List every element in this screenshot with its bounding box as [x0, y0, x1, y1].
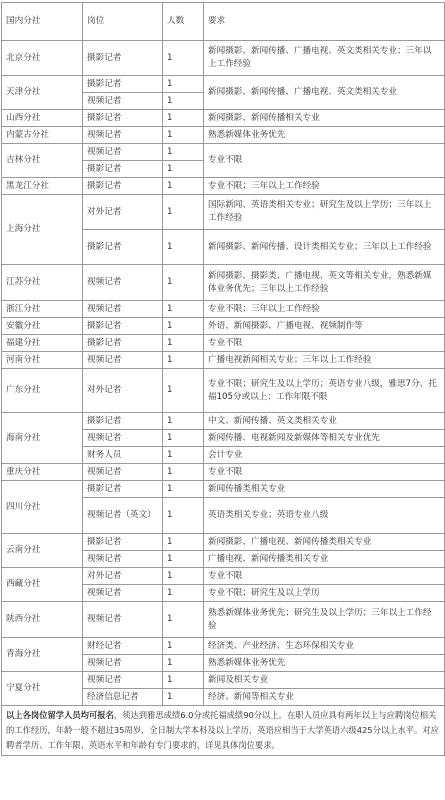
requirement-cell: 中文、新闻传播、英文类相关专业: [204, 413, 445, 430]
branch-cell: 四川分社: [2, 481, 83, 534]
table-row: [2, 672, 445, 689]
requirement-cell: 会计专业: [204, 447, 445, 464]
footnote-row: [2, 706, 445, 756]
position-cell: 摄影记者: [83, 318, 163, 335]
requirement-cell: 新闻及相关专业: [204, 672, 445, 689]
position-cell: 摄影记者: [83, 534, 163, 551]
table-row: [2, 413, 445, 430]
position-cell: 摄影记者: [83, 230, 163, 265]
count-cell: 1: [163, 602, 204, 638]
table-row: [2, 127, 445, 144]
table-row: [2, 638, 445, 655]
branch-cell: 内蒙古分社: [2, 127, 83, 144]
branch-cell: 北京分社: [2, 41, 83, 76]
branch-cell: 河南分社: [2, 352, 83, 369]
requirement-cell: 经济类、产业经济、生态环保相关专业: [204, 638, 445, 655]
position-cell: 视频记者: [83, 585, 163, 602]
table-row: [2, 369, 445, 413]
count-cell: 1: [163, 230, 204, 265]
table-row: [2, 318, 445, 335]
requirement-cell: 新闻摄影、新闻传播、设计类相关专业；三年以上工作经验: [204, 230, 445, 265]
position-cell: 视频记者: [83, 655, 163, 672]
header-requirements: 要求: [204, 3, 445, 41]
requirement-cell: 国际新闻、英语类相关专业；研究生及以上学历；三年以上工作经验: [204, 195, 445, 230]
count-cell: 1: [163, 301, 204, 318]
count-cell: 1: [163, 127, 204, 144]
position-cell: 摄影记者: [83, 413, 163, 430]
count-cell: 1: [163, 430, 204, 447]
table-row: [2, 41, 445, 76]
table-row: [2, 144, 445, 161]
count-cell: 1: [163, 369, 204, 413]
branch-cell: 海南分社: [2, 413, 83, 464]
requirement-cell: 新闻摄影、新闻传播、广播电视、英文类相关专业: [204, 76, 445, 110]
requirement-cell: 专业不限；研究生及以上学历: [204, 585, 445, 602]
position-cell: 视频记者: [83, 301, 163, 318]
position-cell: 视频记者: [83, 551, 163, 568]
branch-cell: 山西分社: [2, 110, 83, 127]
requirement-cell: 专业不限: [204, 144, 445, 178]
count-cell: 1: [163, 638, 204, 655]
branch-cell: 江苏分社: [2, 265, 83, 301]
count-cell: 1: [163, 110, 204, 127]
branch-cell: 青海分社: [2, 638, 83, 672]
position-cell: 摄影记者: [83, 41, 163, 76]
position-cell: 视频记者: [83, 672, 163, 689]
position-cell: 摄影记者: [83, 110, 163, 127]
requirement-cell: 熟悉新媒体业务优先: [204, 127, 445, 144]
count-cell: 1: [163, 551, 204, 568]
position-cell: 经济信息记者: [83, 689, 163, 706]
position-cell: 视频记者: [83, 464, 163, 481]
footnote-cell: [2, 706, 445, 756]
count-cell: 1: [163, 672, 204, 689]
requirement-cell: 广播电视新闻相关专业；三年以上工作经验: [204, 352, 445, 369]
count-cell: 1: [163, 93, 204, 110]
requirement-cell: 专业不限；三年以上工作经验: [204, 178, 445, 195]
requirement-cell: 新闻摄影、摄影类、广播电视、英文等相关专业，熟悉新媒体业务优先；三年以上工作经验: [204, 265, 445, 301]
position-cell: 视频记者: [83, 352, 163, 369]
position-cell: 视频记者: [83, 93, 163, 110]
header-row: [2, 3, 445, 41]
table-row: [2, 110, 445, 127]
count-cell: 1: [163, 352, 204, 369]
count-cell: 1: [163, 41, 204, 76]
table-row: [2, 195, 445, 230]
requirement-cell: 英语类相关专业；英语专业八级: [204, 498, 445, 534]
position-cell: 摄影记者: [83, 178, 163, 195]
table-row: [2, 76, 445, 93]
count-cell: 1: [163, 689, 204, 706]
requirement-cell: 新闻摄影、广播电视、新闻传播类相关专业: [204, 534, 445, 551]
position-cell: 对外记者: [83, 369, 163, 413]
table-row: [2, 335, 445, 352]
header-branch: 国内分社: [2, 3, 83, 41]
branch-cell: 广东分社: [2, 369, 83, 413]
requirement-cell: 专业不限；研究生及以上学历；英语专业八级，雅思7分、托福105分或以上；工作年限不限: [204, 369, 445, 413]
table-row: [2, 568, 445, 585]
branch-cell: 云南分社: [2, 534, 83, 568]
requirement-cell: 经济、新闻等相关专业: [204, 689, 445, 706]
count-cell: 1: [163, 447, 204, 464]
count-cell: 1: [163, 161, 204, 178]
position-cell: 对外记者: [83, 568, 163, 585]
count-cell: 1: [163, 534, 204, 551]
table-row: [2, 534, 445, 551]
branch-cell: 浙江分社: [2, 301, 83, 318]
requirement-cell: 专业不限: [204, 464, 445, 481]
position-cell: 摄影记者: [83, 76, 163, 93]
requirement-cell: 熟悉新媒体业务优先: [204, 655, 445, 672]
count-cell: 1: [163, 195, 204, 230]
header-count: 人数: [163, 3, 204, 41]
requirement-cell: 新闻摄影、新闻传播、广播电视、英文类相关专业；三年以上工作经验: [204, 41, 445, 76]
table-row: [2, 464, 445, 481]
position-cell: 财务人员: [83, 447, 163, 464]
count-cell: 1: [163, 178, 204, 195]
branch-cell: 西藏分社: [2, 568, 83, 602]
position-cell: 视频记者（英文）: [83, 498, 163, 534]
header-position: 岗位: [83, 3, 163, 41]
requirement-cell: 广播电视、新闻传播类相关专业: [204, 551, 445, 568]
count-cell: 1: [163, 585, 204, 602]
requirement-cell: 新闻摄影、新闻传播相关专业: [204, 110, 445, 127]
footnote-text: ，须达到雅思成绩6.0分或托福成绩90分以上。在职人员应具有两年以上与应聘岗位相关的工作经历，年龄一般不超过35周岁，全日制大学本科及以上学历，英语应相当于大学英语六级425分以上水平。对应聘者学历、工作年限、英语水平和年龄有专门要求的，详见具体岗位要求。: [6, 710, 439, 750]
requirement-cell: 新闻传播、电视新闻及新媒体等相关专业优先: [204, 430, 445, 447]
position-cell: 财经记者: [83, 638, 163, 655]
requirement-cell: 专业不限: [204, 335, 445, 352]
requirement-cell: 专业不限: [204, 568, 445, 585]
branch-cell: 上海分社: [2, 195, 83, 265]
position-cell: 视频记者: [83, 430, 163, 447]
count-cell: 1: [163, 464, 204, 481]
recruitment-table: [1, 2, 445, 756]
branch-cell: 福建分社: [2, 335, 83, 352]
count-cell: 1: [163, 481, 204, 498]
position-cell: 视频记者: [83, 602, 163, 638]
table-row: [2, 481, 445, 498]
count-cell: 1: [163, 568, 204, 585]
position-cell: 视频记者: [83, 144, 163, 161]
count-cell: 1: [163, 655, 204, 672]
count-cell: 1: [163, 335, 204, 352]
position-cell: 摄影记者: [83, 161, 163, 178]
table-row: [2, 178, 445, 195]
count-cell: 1: [163, 144, 204, 161]
branch-cell: 陕西分社: [2, 602, 83, 638]
footnote-bold: 以上各岗位留学人员均可报名: [6, 710, 114, 720]
requirement-cell: 外语、新闻摄影、广播电视、视频制作等: [204, 318, 445, 335]
table-row: [2, 352, 445, 369]
table-row: [2, 301, 445, 318]
branch-cell: 吉林分社: [2, 144, 83, 178]
position-cell: 对外记者: [83, 195, 163, 230]
count-cell: 1: [163, 318, 204, 335]
position-cell: 摄影记者: [83, 335, 163, 352]
count-cell: 1: [163, 413, 204, 430]
branch-cell: 天津分社: [2, 76, 83, 110]
requirement-cell: 熟悉新媒体业务优先；研究生及以上学历；三年以上工作经验: [204, 602, 445, 638]
position-cell: 摄影记者: [83, 481, 163, 498]
requirement-cell: 专业不限；三年以上工作经验: [204, 301, 445, 318]
branch-cell: 宁夏分社: [2, 672, 83, 706]
position-cell: 视频记者: [83, 127, 163, 144]
count-cell: 1: [163, 498, 204, 534]
branch-cell: 安徽分社: [2, 318, 83, 335]
branch-cell: 重庆分社: [2, 464, 83, 481]
count-cell: 1: [163, 76, 204, 93]
table-row: [2, 602, 445, 638]
requirement-cell: 新闻传播类相关专业: [204, 481, 445, 498]
table-row: [2, 265, 445, 301]
count-cell: 1: [163, 265, 204, 301]
branch-cell: 黑龙江分社: [2, 178, 83, 195]
position-cell: 视频记者: [83, 265, 163, 301]
